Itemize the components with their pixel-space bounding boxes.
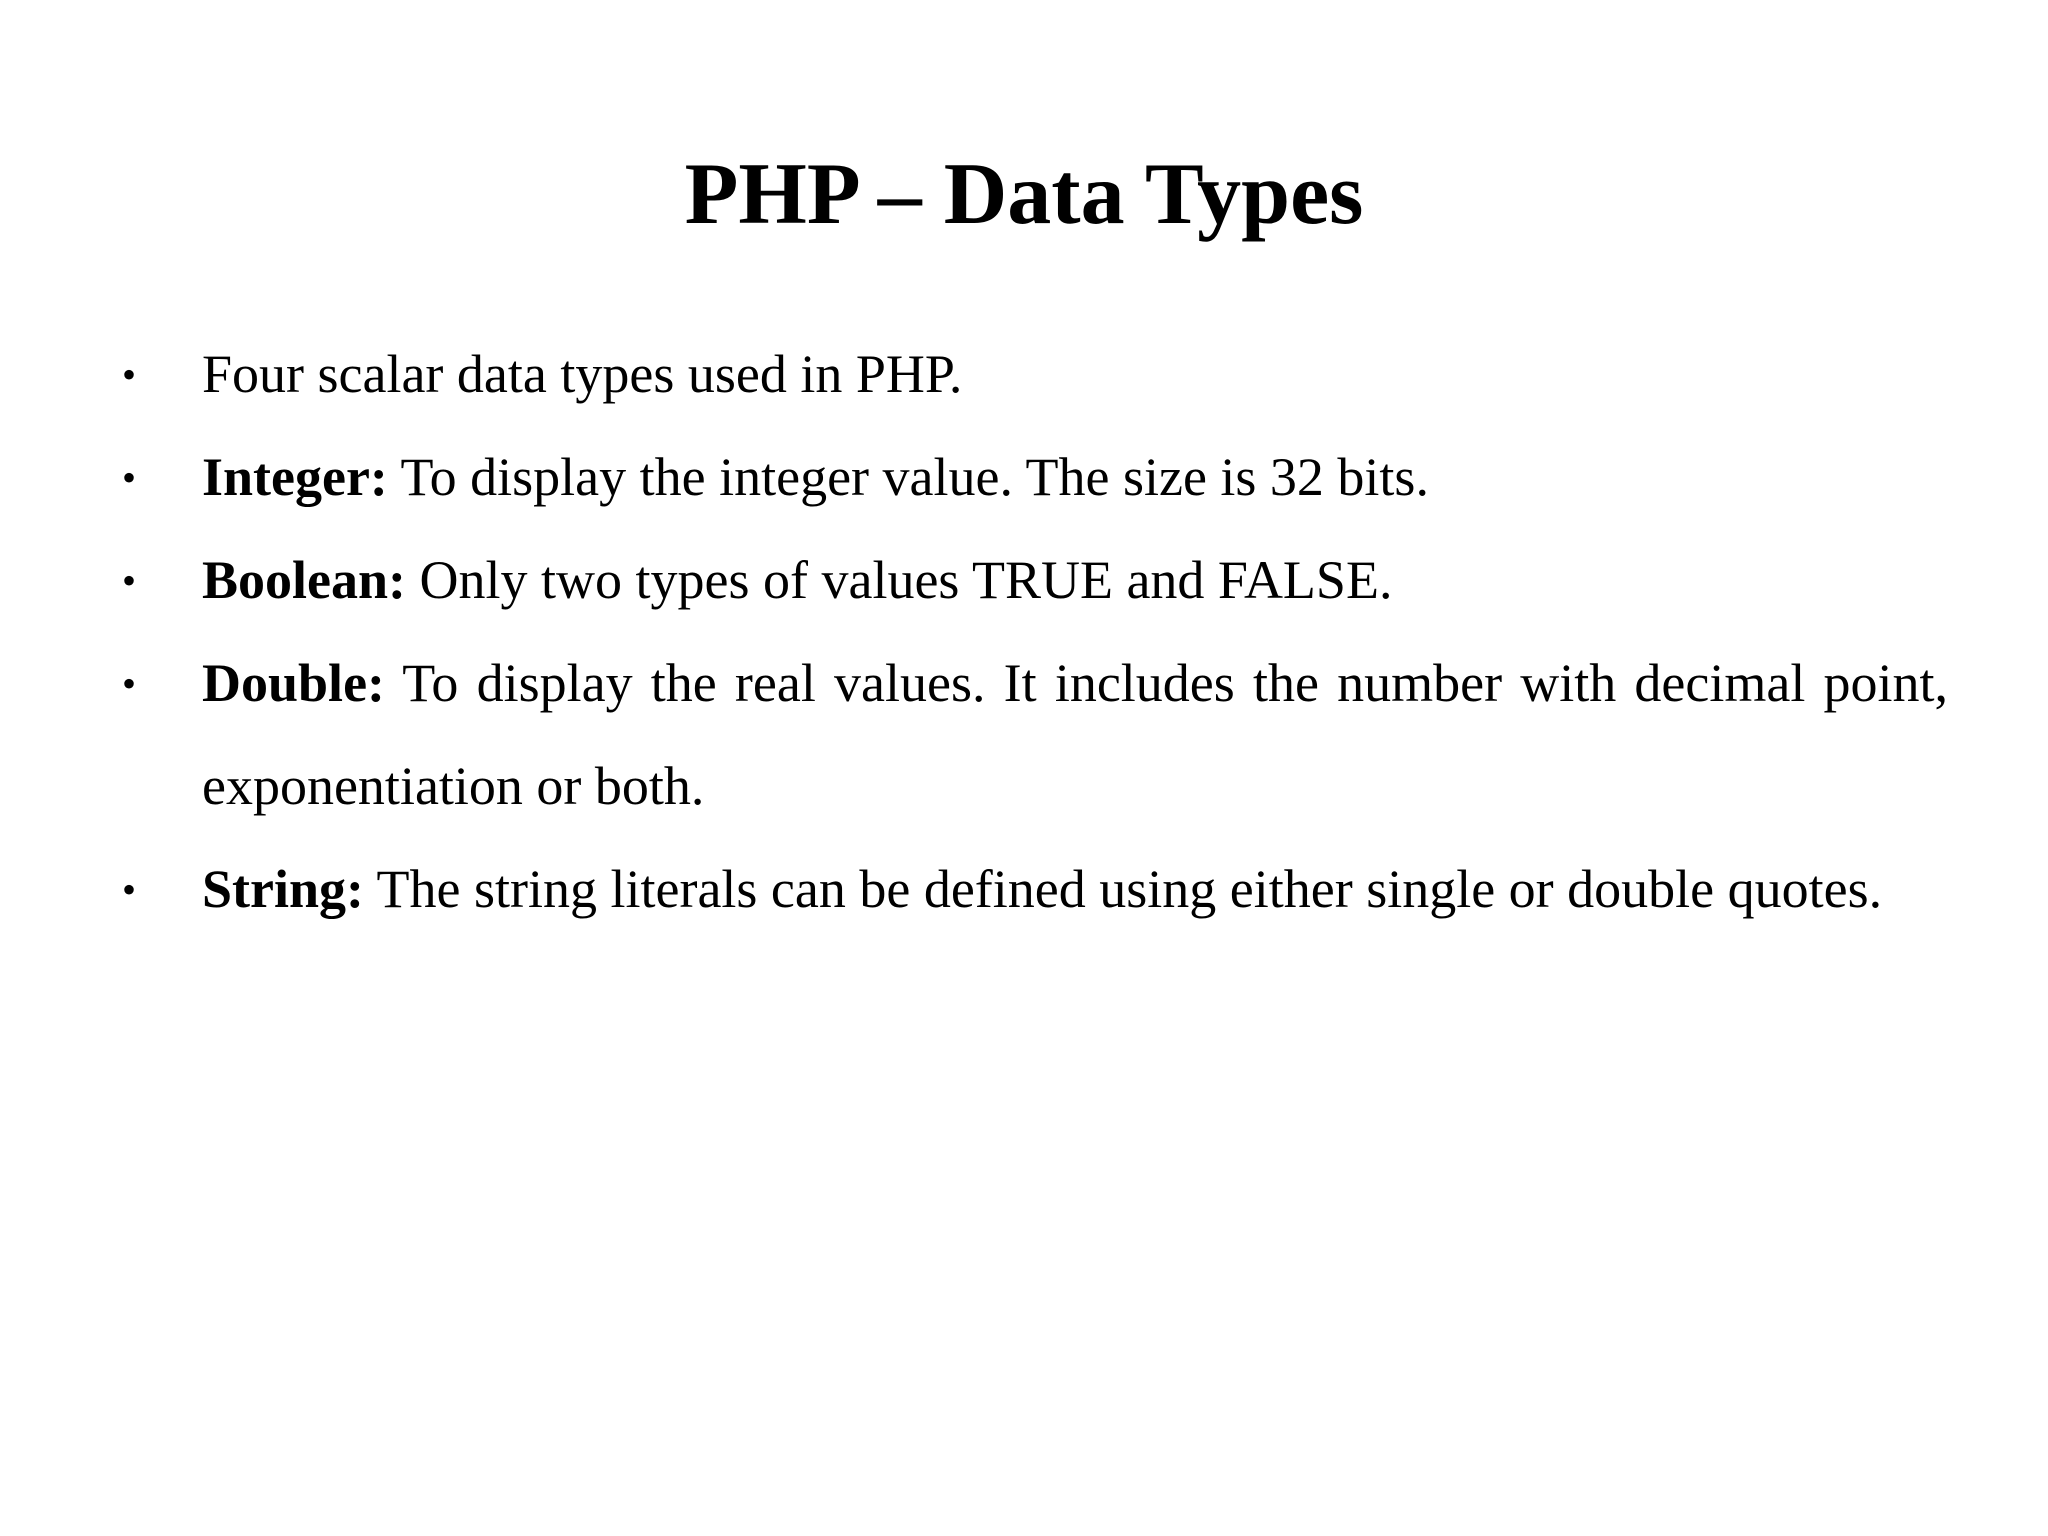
bullet-term: Double: (202, 653, 386, 713)
bullet-text (202, 323, 1948, 426)
bullet-list (122, 323, 1948, 941)
bullet-body: The string literals can be defined using either single or double quotes. (364, 859, 1883, 919)
bullet-body: Only two types of values TRUE and FALSE. (406, 550, 1393, 610)
bullet-body: Four scalar data types used in PHP. (202, 344, 963, 404)
bullet-item-integer (122, 426, 1948, 529)
bullet-text (202, 426, 1948, 529)
bullet-icon: • (122, 558, 137, 603)
bullet-item-boolean (122, 529, 1948, 632)
bullet-text (202, 838, 1948, 941)
bullet-icon: • (122, 867, 137, 912)
bullet-item-scalar-types (122, 323, 1948, 426)
bullet-term: Integer: (202, 447, 388, 507)
bullet-icon: • (122, 661, 137, 706)
bullet-body: To display the real values. It includes the number with decimal point, exponentiation or both. (202, 653, 1948, 816)
bullet-text (202, 529, 1948, 632)
bullet-item-string (122, 838, 1948, 941)
bullet-term: String: (202, 859, 364, 919)
bullet-body: To display the integer value. The size is 32 bits. (387, 447, 1429, 507)
bullet-item-double (122, 632, 1948, 838)
bullet-text (202, 632, 1948, 838)
bullet-icon: • (122, 455, 137, 500)
slide-title: PHP – Data Types (684, 146, 1364, 243)
bullet-term: Boolean: (202, 550, 407, 610)
bullet-icon: • (122, 352, 137, 397)
